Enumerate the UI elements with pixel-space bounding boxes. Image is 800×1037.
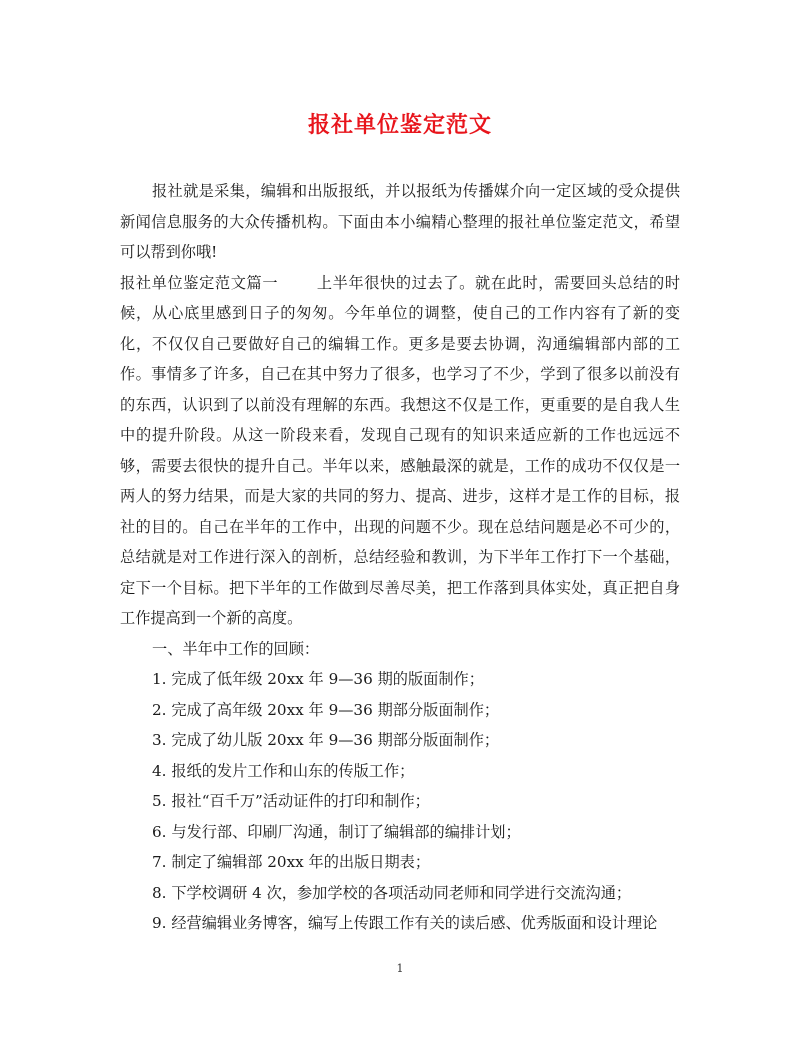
- list-item: 7. 制定了编辑部 20xx 年的出版日期表；: [152, 853, 431, 871]
- section-paragraph: [120, 268, 680, 634]
- list-item: 9. 经营编辑业务博客，编写上传跟工作有关的读后感、优秀版面和设计理论: [152, 914, 658, 932]
- page-number: 1: [396, 962, 404, 975]
- list-item: 2. 完成了高年级 20xx 年 9—36 期部分版面制作；: [152, 700, 500, 719]
- intro-paragraph: 报社就是采集，编辑和出版报纸，并以报纸为传播媒介向一定区域的受众提供新闻信息服务的大众传播机构。下面由本小编精心整理的报社单位鉴定范文，希望可以帮到你哦!: [120, 182, 680, 261]
- section-body: 上半年很快的过去了。就在此时，需要回头总结的时候，从心底里感到日子的匆匆。今年单位的调整，使自己的工作内容有了新的变化，不仅仅自己要做好自己的编辑工作。更多是要去协调，沟通编辑部内部的工作。事情多了许多，自己在其中努力了很多，也学习了不少，学到了很多以前没有的东西，认识到了以前没有理解的东西。我想这不仅是工作，更重要的是自我人生中的提升阶段。从这一阶段来看，发现自己现有的知识来适应新的工作也远远不够，需要去很快的提升自己。半年以来，感触最深的就是，工作的成功不仅仅是一两人的努力结果，而是大家的共同的努力、提高、进步，这样才是工作的目标，报社的目的。自己在半年的工作中，出现的问题不少。现在总结问题是必不可少的，总结就是对工作进行深入的剖析，总结经验和教训，为下半年工作打下一个基础，定下一个目标。把下半年的工作做到尽善尽美，把工作落到具体实处，真正把自身工作提高到一个新的高度。: [120, 273, 681, 627]
- document-title: 报社单位鉴定范文: [307, 112, 492, 138]
- list-item: 8. 下学校调研 4 次，参加学校的各项活动同老师和同学进行交流沟通；: [152, 883, 632, 902]
- list-item: 1. 完成了低年级 20xx 年 9—36 期的版面制作；: [152, 670, 484, 688]
- section-label: 报社单位鉴定范文篇一: [120, 273, 279, 292]
- document-body: [120, 176, 680, 939]
- subheading: 一、半年中工作的回顾：: [152, 639, 320, 658]
- list-item: 5. 报社“百千万”活动证件的打印和制作；: [152, 792, 430, 810]
- list-item: 4. 报纸的发片工作和山东的传版工作；: [152, 761, 415, 780]
- list-item: 3. 完成了幼儿版 20xx 年 9—36 期部分版面制作；: [152, 731, 500, 749]
- list-item: 6. 与发行部、印刷厂沟通，制订了编辑部的编排计划；: [152, 822, 521, 841]
